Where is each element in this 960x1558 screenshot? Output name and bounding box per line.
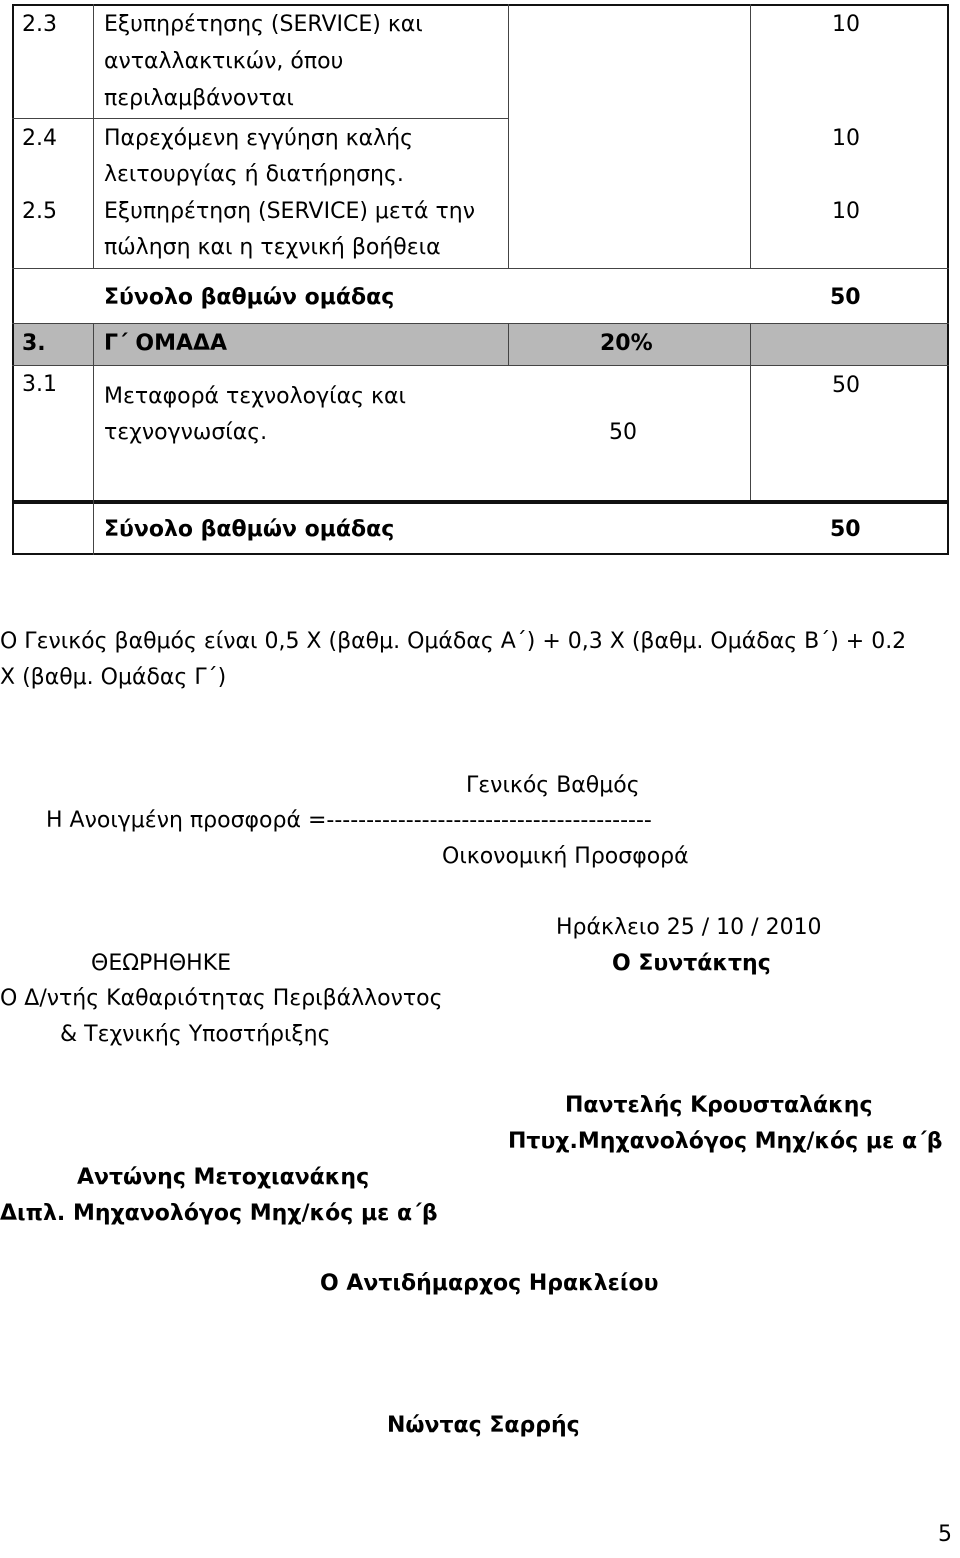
row-score: 50 xyxy=(832,373,860,398)
deputy-mayor-title: Ο Αντιδήμαρχος Ηρακλείου xyxy=(320,1271,659,1296)
group-title: Γ΄ ΟΜΑΔΑ xyxy=(104,331,228,356)
row-description-line: τεχνογνωσίας. xyxy=(104,420,268,445)
row-description-line: Εξυπηρέτησης (SERVICE) και xyxy=(104,12,423,37)
page-number: 5 xyxy=(938,1522,952,1547)
group-total-value: 50 xyxy=(830,285,861,310)
director-role-line-2: & Τεχνικής Υποστήριξης xyxy=(60,1022,331,1047)
row-description-line: Παρεχόμενη εγγύηση καλής xyxy=(104,126,414,151)
row-description-line: περιλαμβάνονται xyxy=(104,86,294,111)
row-description-line: Εξυπηρέτηση (SERVICE) μετά την xyxy=(104,199,476,224)
row-score: 10 xyxy=(832,12,860,37)
director-name: Αντώνης Μετοχιανάκης xyxy=(77,1165,370,1190)
row-number: 2.5 xyxy=(22,199,57,224)
fraction-lhs: Η Ανοιγμένη προσφορά =----------------------------------------- xyxy=(46,808,652,833)
row-max-score: 50 xyxy=(609,420,637,445)
fraction-denominator: Οικονομική Προσφορά xyxy=(442,844,689,869)
director-title: Διπλ. Μηχανολόγος Μηχ/κός με α΄β xyxy=(0,1201,438,1226)
deputy-mayor-name: Νώντας Σαρρής xyxy=(387,1413,580,1438)
formula-line-1: Ο Γενικός βαθμός είναι 0,5 Χ (βαθμ. Ομάδας Α΄) + 0,3 Χ (βαθμ. Ομάδας Β΄) + 0.2 xyxy=(0,629,907,654)
group-total-value: 50 xyxy=(830,517,861,542)
formula-line-2: Χ (βαθμ. Ομάδας Γ΄) xyxy=(0,665,227,690)
approved-heading: ΘΕΩΡΗΘΗΚΕ xyxy=(91,951,232,976)
director-role-line-1: Ο Δ/ντής Καθαριότητας Περιβάλλοντος xyxy=(0,986,443,1011)
place-date: Ηράκλειο 25 / 10 / 2010 xyxy=(556,915,822,940)
row-score: 10 xyxy=(832,126,860,151)
row-description-line: πώληση και η τεχνική βοήθεια xyxy=(104,235,441,260)
fraction-numerator: Γενικός Βαθμός xyxy=(466,773,640,798)
author-title: Πτυχ.Μηχανολόγος Μηχ/κός με α΄β xyxy=(508,1129,943,1154)
row-description-line: Μεταφορά τεχνολογίας και xyxy=(104,384,406,409)
row-number: 2.4 xyxy=(22,126,57,151)
row-description-line: λειτουργίας ή διατήρησης. xyxy=(104,162,404,187)
row-number: 2.3 xyxy=(22,12,57,37)
row-score: 10 xyxy=(832,199,860,224)
row-description-line: ανταλλακτικών, όπου xyxy=(104,49,344,74)
author-heading: Ο Συντάκτης xyxy=(612,951,771,976)
group-total-label: Σύνολο βαθμών ομάδας xyxy=(104,517,395,542)
author-name: Παντελής Κρουσταλάκης xyxy=(565,1093,873,1118)
group-weight: 20% xyxy=(600,331,653,356)
group-total-label: Σύνολο βαθμών ομάδας xyxy=(104,285,395,310)
row-number: 3.1 xyxy=(22,372,57,397)
group-number: 3. xyxy=(22,331,46,356)
